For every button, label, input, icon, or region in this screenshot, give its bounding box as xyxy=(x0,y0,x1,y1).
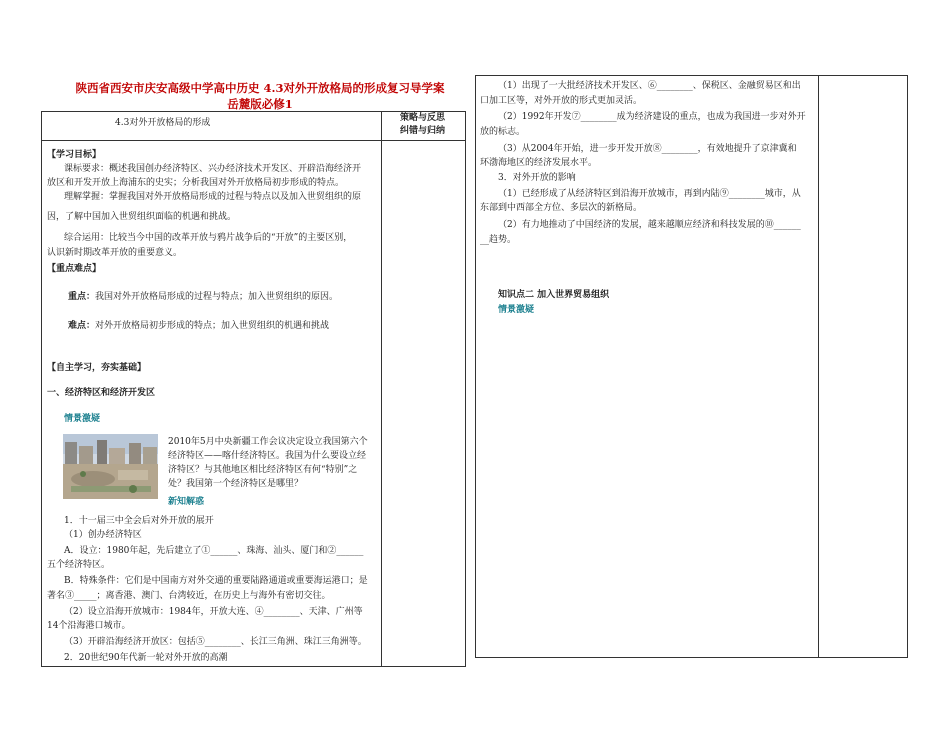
content-line: 环渤海地区的经济发展水平。 xyxy=(480,158,598,168)
content-line: （1）创办经济特区 xyxy=(64,530,142,540)
doc-title-line1: 陕西省西安市庆安高级中学高中历史 4.3对外开放格局的形成复习导学案 xyxy=(75,81,445,95)
content-line: 14个沿海港口城市。 xyxy=(47,621,131,631)
self-study-heading: 【自主学习，夯实基础】 xyxy=(47,363,147,373)
knowledge2-heading: 知识点二 加入世界贸易组织 xyxy=(498,290,610,300)
goal-line: 因，了解中国加入世贸组织面临的机遇和挑战。 xyxy=(47,212,237,222)
city-photo xyxy=(63,434,158,499)
key-points-heading: 【重点难点】 xyxy=(47,264,102,274)
content-line: 3．对外开放的影响 xyxy=(498,173,576,183)
content-line: 2．20世纪90年代新一轮对外开放的高潮 xyxy=(64,653,228,663)
scenario2-heading: 情景激疑 xyxy=(498,305,535,315)
content-line: （3）开辟沿海经济开放区：包括⑤________、长江三角洲、珠江三角洲等。 xyxy=(64,637,367,647)
goal-line: 放区和开发开放上海浦东的史实；分析我国对外开放格局初步形成的特点。 xyxy=(47,178,345,188)
content-line: （1）出现了一大批经济技术开发区、⑥________、保税区、金融贸易区和出 xyxy=(498,81,801,91)
content-line: 口加工区等，对外开放的形式更加灵活。 xyxy=(480,96,643,106)
key-point: 重点：我国对外开放格局形成的过程与特点；加入世贸组织的原因。 xyxy=(68,292,339,302)
strategy-header-2: 纠错与归纳 xyxy=(400,126,446,136)
content-line: 著名③_____；离香港、澳门、台湾较近，在历史上与海外有密切交往。 xyxy=(47,591,331,601)
goal-line: 综合运用：比较当今中国的改革开放与鸦片战争后的“开放”的主要区别， xyxy=(64,233,353,243)
content-line: （2）设立沿海开放城市：1984年，开放大连、④________、天津、广州等 xyxy=(64,607,363,617)
content-line: A．设立：1980年起，先后建立了①______、珠海、汕头、厦门和②______ xyxy=(64,546,364,556)
scenario-heading: 情景激疑 xyxy=(64,414,101,424)
content-line: 东部到中西部全方位、多层次的新格局。 xyxy=(480,203,643,213)
goal-line: 认识新时期改革开放的重要意义。 xyxy=(47,248,183,258)
new-knowledge-heading: 新知解惑 xyxy=(168,497,205,507)
content-line: __趋势。 xyxy=(480,235,517,245)
scenario-text: 经济特区——喀什经济特区。我国为什么要设立经 xyxy=(168,451,367,461)
lesson-title: 4.3对外开放格局的形成 xyxy=(115,118,211,128)
goal-line: 理解掌握：掌握我国对外开放格局形成的过程与特点以及加入世贸组织的原 xyxy=(64,192,362,202)
content-line: 1．十一届三中全会后对外开放的展开 xyxy=(64,516,214,526)
doc-title-line2: 岳麓版必修1 xyxy=(227,97,293,111)
scenario-text: 处？我国第一个经济特区是哪里？ xyxy=(168,479,304,489)
content-line: （2）有力地推动了中国经济的发展，越来越顺应经济和科技发展的⑩______ xyxy=(498,220,801,230)
difficult-point: 难点：对外开放格局初步形成的特点；加入世贸组织的机遇和挑战 xyxy=(68,321,330,331)
content-line: （2）1992年开发⑦________成为经济建设的重点，也成为我国进一步对外开 xyxy=(498,112,806,122)
content-line: （3）从2004年开始，进一步开发开放⑧________，有效地提升了京津冀和 xyxy=(498,144,797,154)
strategy-header-1: 策略与反思 xyxy=(400,113,446,123)
goals-heading: 【学习目标】 xyxy=(47,150,102,160)
section1-heading: 一、经济特区和经济开发区 xyxy=(47,388,156,398)
content-line: B．特殊条件：它们是中国南方对外交通的重要陆路通道或重要海运港口；是 xyxy=(64,576,368,586)
scenario-text: 济特区？与其他地区相比经济特区有何“特别”之 xyxy=(168,465,358,475)
goal-line: 课标要求：概述我国创办经济特区、兴办经济技术开发区、开辟沿海经济开 xyxy=(64,164,362,174)
content-line: 放的标志。 xyxy=(480,127,526,137)
content-line: 五个经济特区。 xyxy=(47,560,111,570)
scenario-text: 2010年5月中央新疆工作会议决定设立我国第六个 xyxy=(168,437,368,447)
content-line: （1）已经形成了从经济特区到沿海开放城市，再到内陆⑨________城市，从 xyxy=(498,189,801,199)
